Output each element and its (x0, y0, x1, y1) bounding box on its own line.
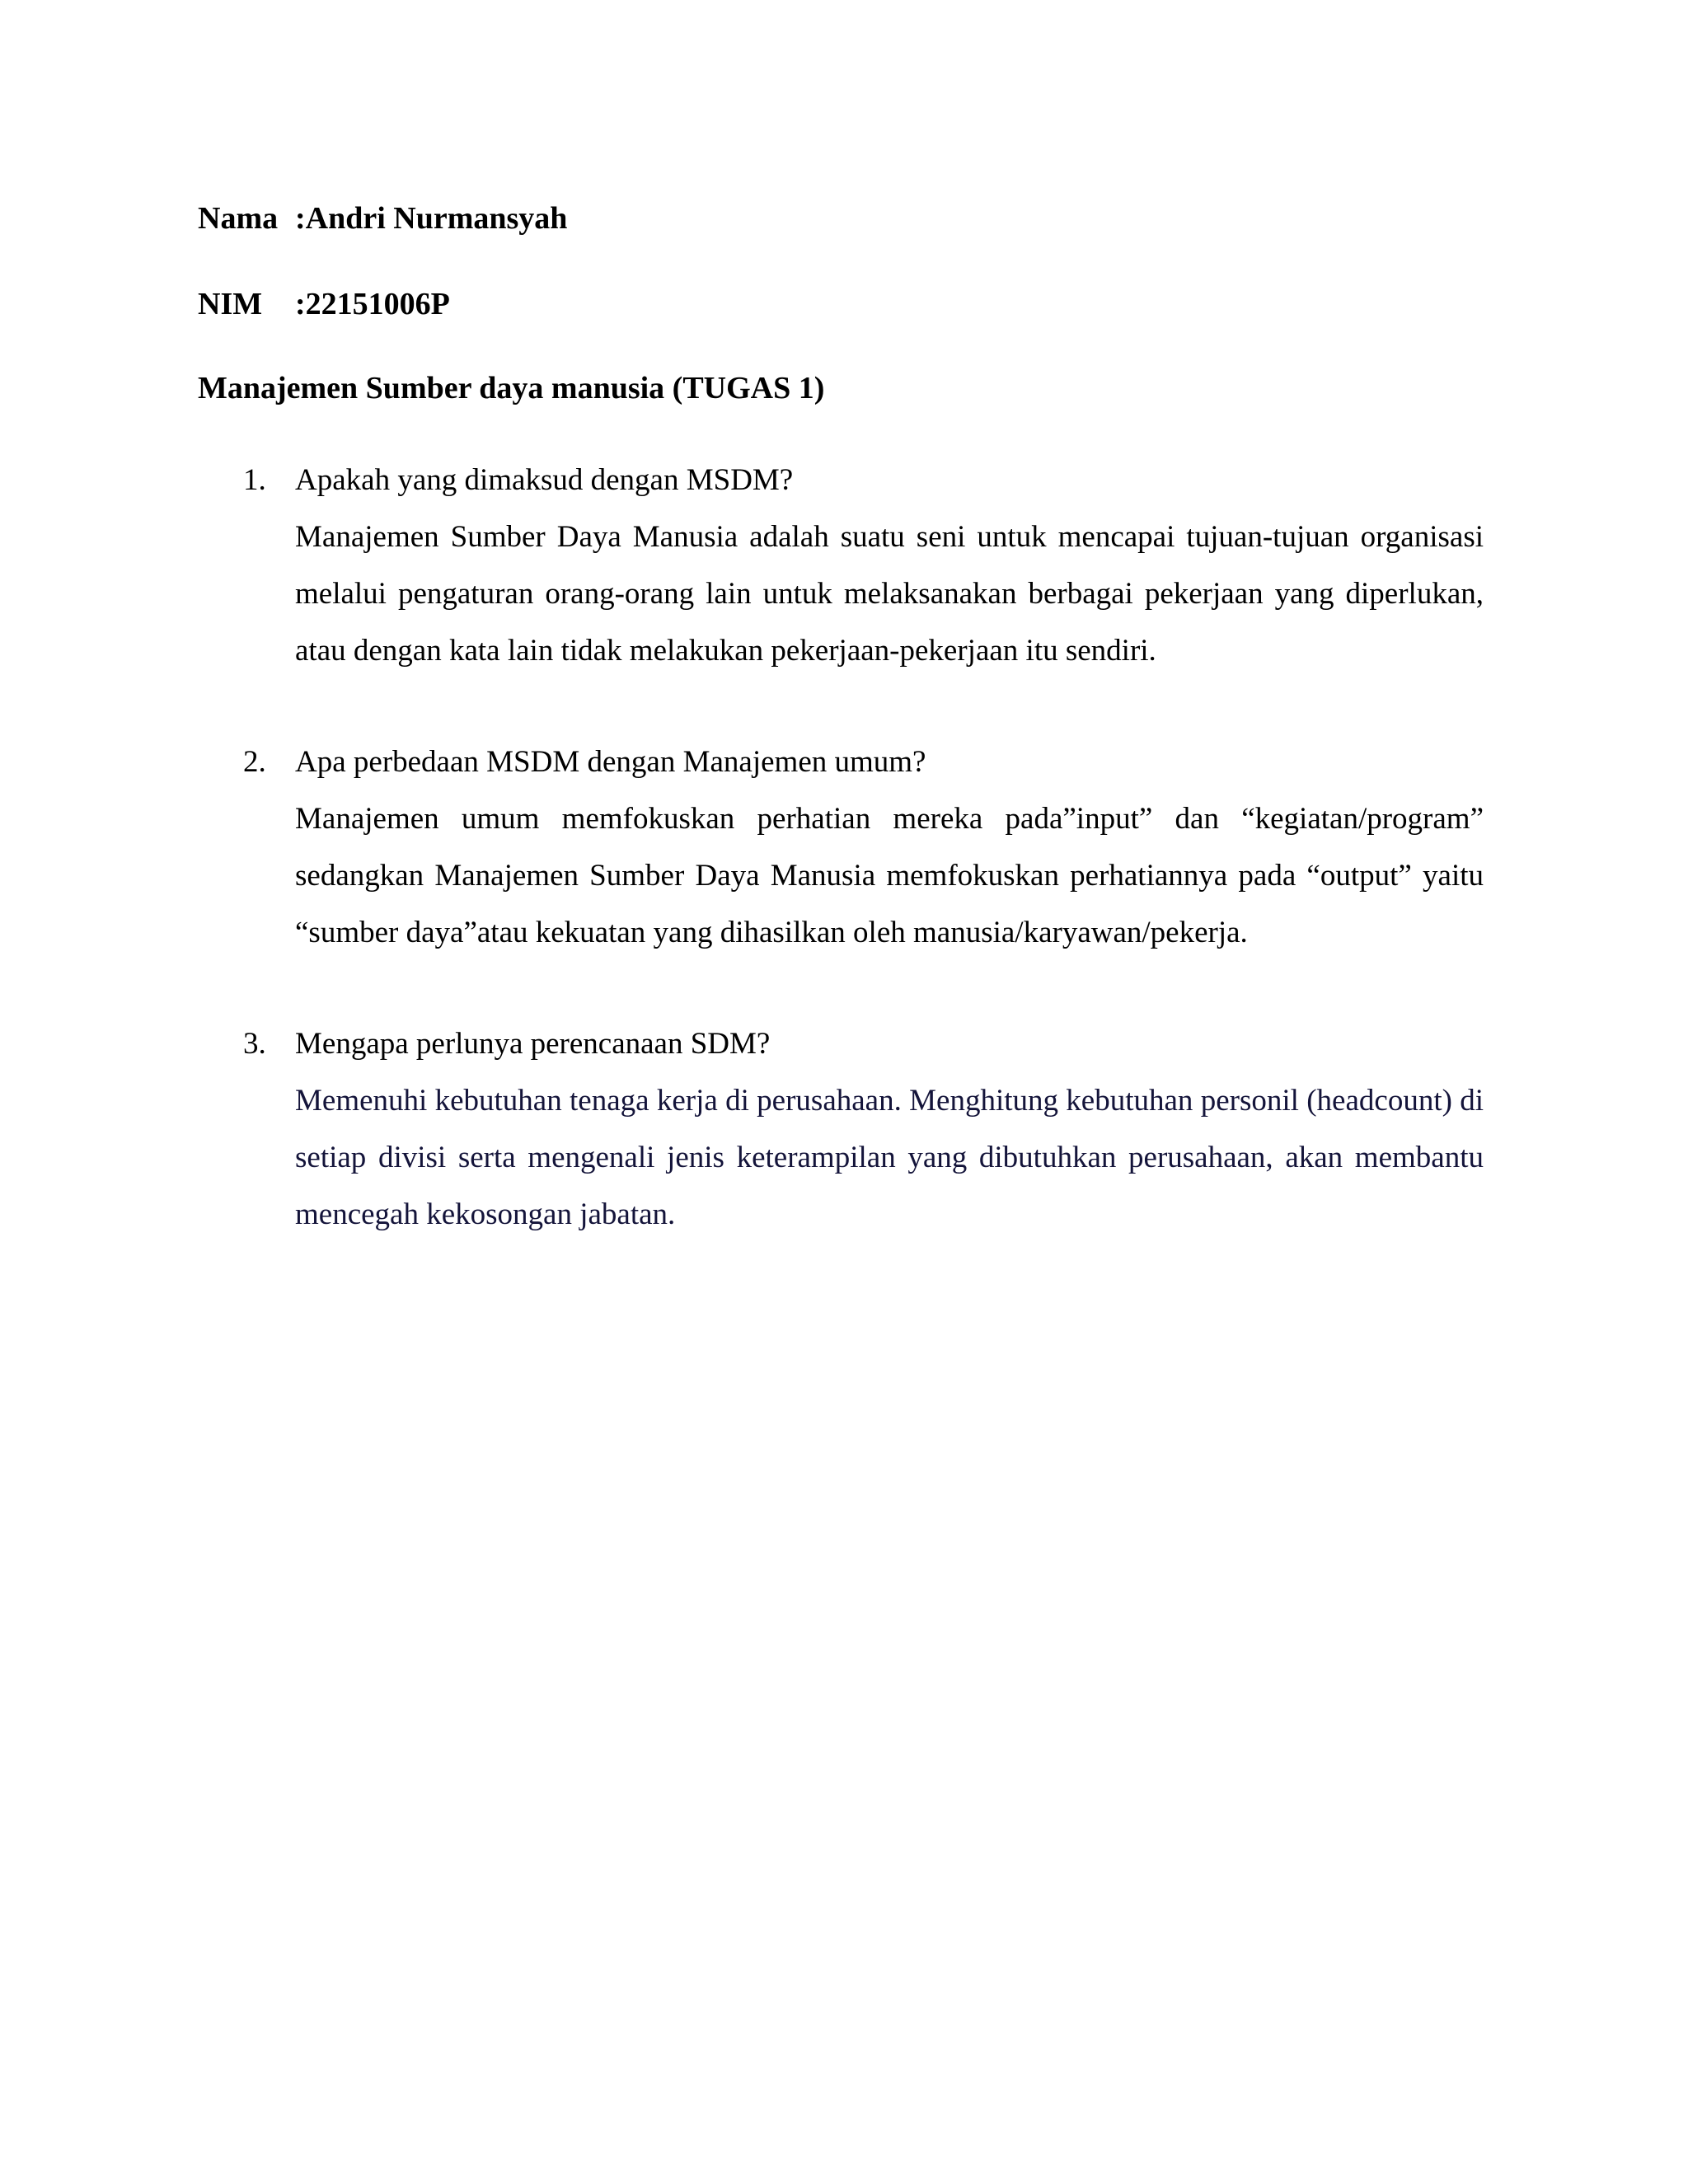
student-nim: 22151006P (305, 287, 450, 321)
question-item-1 (198, 452, 1484, 679)
student-name: Andri Nurmansyah (305, 201, 568, 236)
student-nim-line (198, 288, 450, 320)
document-title: Manajemen Sumber daya manusia (TUGAS 1) (198, 371, 825, 405)
nim-separator: : (295, 287, 306, 321)
answer-text: Memenuhi kebutuhan tenaga kerja di perusahaan. Menghitung kebutuhan personil (headcount) di setiap divisi serta mengenali jenis keterampilan yang dibutuhkan perusahaan, akan membantu mencegah kekosongan jabatan. (295, 1084, 1484, 1231)
answer-text: Manajemen umum memfokuskan perhatian mereka pada”input” dan “kegiatan/program” sedangkan Manajemen Sumber Daya Manusia memfokuskan perhatiannya pada “output” yaitu “sumber daya”atau kekuatan yang dihasilkan oleh manusia/karyawan/pekerja. (295, 802, 1484, 949)
question-number: 1. (243, 463, 266, 497)
question-text: Apa perbedaan MSDM dengan Manajemen umum? (295, 745, 926, 779)
question-text: Apakah yang dimaksud dengan MSDM? (295, 463, 794, 497)
question-item-2 (198, 733, 1484, 961)
question-item-3 (198, 1015, 1484, 1243)
question-list (198, 452, 1484, 1297)
name-label: Nama (198, 201, 279, 236)
name-separator: : (295, 201, 306, 236)
question-number: 2. (243, 745, 266, 779)
answer-text: Manajemen Sumber Daya Manusia adalah suatu seni untuk mencapai tujuan-tujuan organisasi melalui pengaturan orang-orang lain untuk melaksanakan berbagai pekerjaan yang diperlukan, atau dengan kata lain tidak melakukan pekerjaan-pekerjaan itu sendiri. (295, 520, 1484, 668)
student-name-line (198, 203, 567, 234)
nim-label: NIM (198, 287, 263, 321)
question-text: Mengapa perlunya perencanaan SDM? (295, 1027, 771, 1061)
question-number: 3. (243, 1027, 266, 1061)
